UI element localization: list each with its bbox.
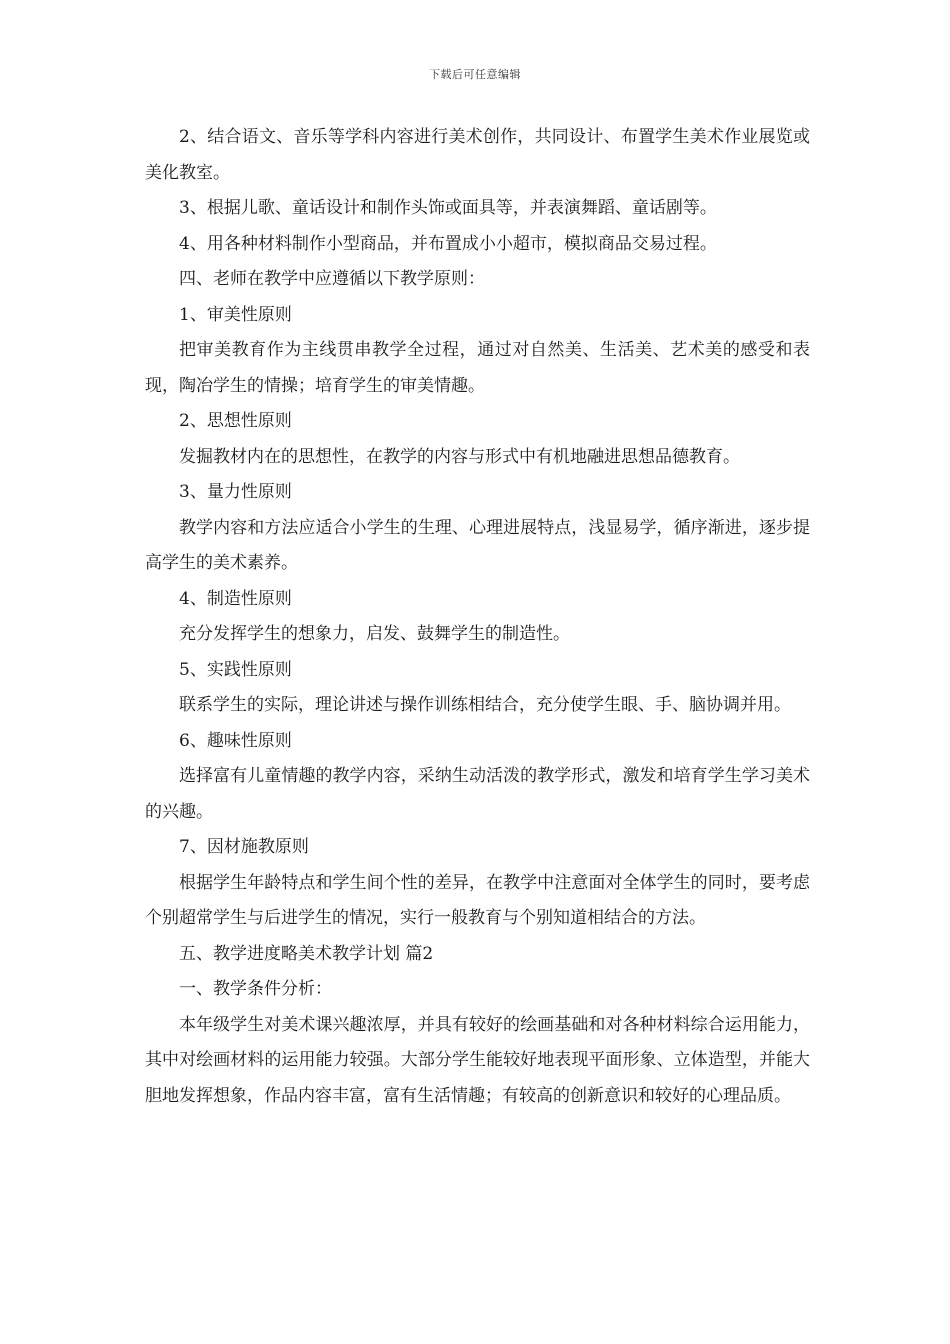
paragraph: 把审美教育作为主线贯串教学全过程，通过对自然美、生活美、艺术美的感受和表现，陶冶学生的情操；培育学生的审美情趣。 <box>145 340 810 396</box>
paragraph: 4、用各种材料制作小型商品，并布置成小小超市，模拟商品交易过程。 <box>179 233 717 254</box>
paragraph: 本年级学生对美术课兴趣浓厚，并具有较好的绘画基础和对各种材料综合运用能力，其中对绘画材料的运用能力较强。大部分学生能较好地表现平面形象、立体造型，并能大胆地发挥想象，作品内容丰富，富有生活情趣；有较高的创新意识和较好的心理品质。 <box>145 1014 810 1106</box>
section-heading: 四、老师在教学中应遵循以下教学原则： <box>179 269 485 289</box>
subheading: 4、制造性原则 <box>179 588 292 609</box>
paragraph: 3、根据儿歌、童话设计和制作头饰或面具等，并表演舞蹈、童话剧等。 <box>179 198 717 218</box>
paragraph: 教学内容和方法应适合小学生的生理、心理进展特点，浅显易学，循序渐进，逐步提高学生的美术素养。 <box>145 517 810 573</box>
document-body <box>145 120 810 1114</box>
paragraph: 充分发挥学生的想象力，启发、鼓舞学生的制造性。 <box>179 624 570 644</box>
paragraph: 根据学生年龄特点和学生间个性的差异，在教学中注意面对全体学生的同时，要考虑个别超常学生与后进学生的情况，实行一般教育与个别知道相结合的方法。 <box>145 872 810 928</box>
subheading: 1、审美性原则 <box>179 304 292 325</box>
page-header: 下载后可任意编辑 <box>429 68 521 81</box>
paragraph: 选择富有儿童情趣的教学内容，采纳生动活泼的教学形式，激发和培育学生学习美术的兴趣。 <box>145 766 810 822</box>
subheading: 3、量力性原则 <box>179 482 292 502</box>
section-heading: 五、教学进度略美术教学计划 篇2 <box>179 943 434 964</box>
paragraph: 2、结合语文、音乐等学科内容进行美术创作，共同设计、布置学生美术作业展览或美化教室。 <box>145 127 810 183</box>
section-heading: 一、教学条件分析： <box>179 979 332 999</box>
paragraph: 发掘教材内在的思想性，在教学的内容与形式中有机地融进思想品德教育。 <box>179 446 740 467</box>
subheading: 2、思想性原则 <box>179 411 292 431</box>
paragraph: 联系学生的实际，理论讲述与操作训练相结合，充分使学生眼、手、脑协调并用。 <box>179 695 791 715</box>
subheading: 6、趣味性原则 <box>179 730 292 751</box>
subheading: 5、实践性原则 <box>179 659 292 680</box>
subheading: 7、因材施教原则 <box>179 837 309 857</box>
